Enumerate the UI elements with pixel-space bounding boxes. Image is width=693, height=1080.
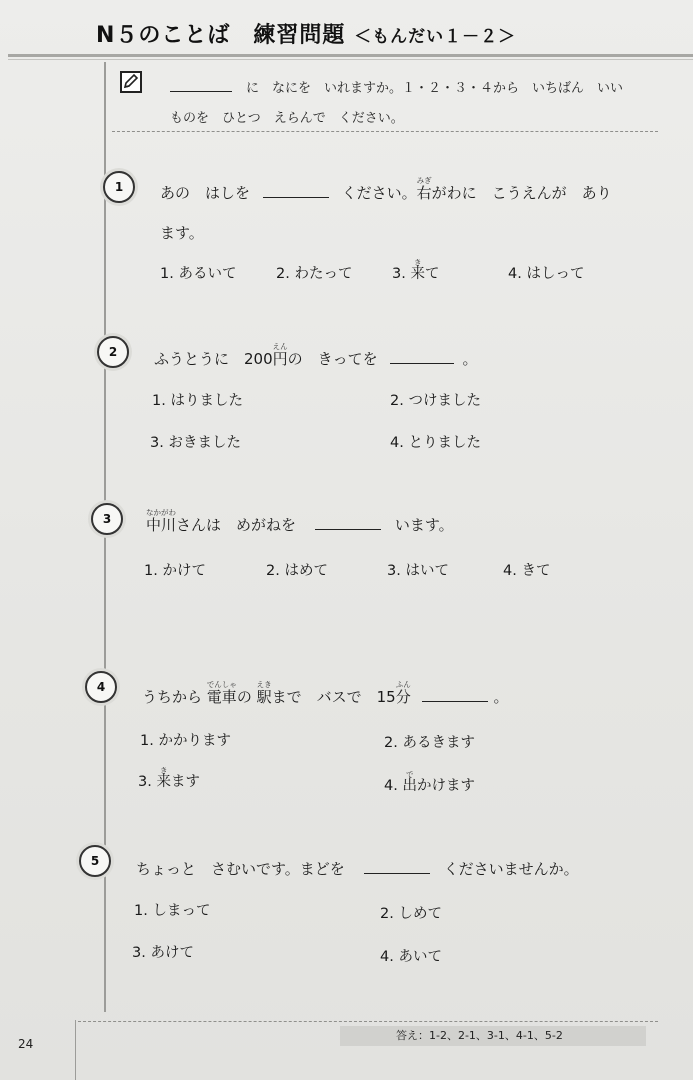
question-number: 4 bbox=[85, 671, 117, 703]
furigana: みぎ bbox=[416, 176, 432, 185]
option-3[interactable]: 3. はいて bbox=[387, 563, 449, 579]
furigana: で bbox=[402, 770, 417, 779]
stem-text: まで バスで 15 bbox=[271, 688, 396, 706]
stem-text: 。 bbox=[493, 688, 509, 706]
furigana-word bbox=[410, 258, 425, 282]
footer-divider bbox=[78, 1021, 658, 1022]
page-number: 24 bbox=[18, 1037, 34, 1051]
option-1[interactable]: 1. しまって bbox=[134, 903, 211, 919]
kanji: 駅 bbox=[256, 688, 272, 706]
answer-blank bbox=[364, 861, 430, 874]
stem-text: くださいませんか。 bbox=[443, 860, 579, 878]
stem-text: の bbox=[236, 688, 252, 706]
title-rule-thin bbox=[8, 59, 693, 60]
divider bbox=[112, 131, 658, 132]
question-number: 5 bbox=[79, 845, 111, 877]
title-rule bbox=[8, 54, 693, 57]
furigana-word bbox=[402, 770, 417, 794]
stem-text: の きってを bbox=[287, 350, 378, 368]
stem-text: ふうとうに 200 bbox=[154, 350, 273, 368]
furigana: えき bbox=[256, 680, 272, 689]
kanji: 右 bbox=[416, 184, 432, 202]
option-4[interactable]: 4. とりました bbox=[390, 435, 481, 451]
question-stem bbox=[146, 508, 454, 535]
kanji: 中川 bbox=[146, 516, 177, 534]
question-number: 1 bbox=[103, 171, 135, 203]
kanji: 出 bbox=[402, 778, 417, 794]
option-4[interactable]: 4. あいて bbox=[380, 949, 442, 965]
option-3[interactable] bbox=[138, 766, 200, 791]
question-number: 3 bbox=[91, 503, 123, 535]
answer-blank bbox=[422, 689, 488, 702]
question-stem bbox=[136, 858, 579, 879]
instruction-line-2: ものを ひとつ えらんで ください。 bbox=[170, 111, 404, 126]
option-2[interactable]: 2. わたって bbox=[276, 266, 353, 282]
answer-blank bbox=[263, 185, 329, 198]
option-4[interactable] bbox=[384, 770, 475, 795]
option-1[interactable]: 1. かかります bbox=[140, 733, 231, 749]
option-4[interactable]: 4. きて bbox=[503, 563, 551, 579]
option-text: て bbox=[424, 266, 440, 282]
question-stem-line-2: ます。 bbox=[160, 224, 204, 242]
option-1[interactable]: 1. かけて bbox=[144, 563, 206, 579]
question-stem bbox=[160, 176, 612, 203]
kanji: 電車 bbox=[206, 688, 237, 706]
option-1[interactable]: 1. はりました bbox=[152, 393, 243, 409]
option-text: かけます bbox=[416, 778, 475, 794]
furigana: き bbox=[410, 258, 425, 267]
stem-text: います。 bbox=[394, 516, 454, 534]
title-bar bbox=[0, 0, 693, 52]
instruction-line-1: に なにを いれますか。１・２・３・４から いちばん いい bbox=[246, 81, 624, 96]
question-stem bbox=[142, 680, 509, 707]
answer-blank bbox=[170, 79, 232, 92]
option-2[interactable]: 2. はめて bbox=[266, 563, 328, 579]
option-1[interactable]: 1. あるいて bbox=[160, 266, 237, 282]
kanji: 来 bbox=[410, 266, 425, 282]
stem-text: さんは めがねを bbox=[176, 516, 297, 534]
option-4[interactable]: 4. はしって bbox=[508, 266, 585, 282]
margin-line-lower bbox=[75, 1020, 76, 1080]
pencil-icon bbox=[120, 71, 142, 93]
furigana-word bbox=[256, 680, 272, 706]
stem-text: 。 bbox=[462, 350, 478, 368]
furigana-word bbox=[416, 176, 432, 202]
furigana: き bbox=[156, 766, 171, 775]
kanji: 来 bbox=[156, 774, 171, 790]
option-2[interactable]: 2. あるきます bbox=[384, 735, 475, 751]
stem-text: うちから bbox=[142, 688, 203, 706]
question-number: 2 bbox=[97, 336, 129, 368]
option-3[interactable] bbox=[392, 258, 439, 283]
option-3[interactable]: 3. おきました bbox=[150, 435, 241, 451]
answer-blank bbox=[390, 351, 454, 364]
option-text: ます bbox=[170, 774, 200, 790]
furigana-word bbox=[272, 342, 288, 368]
furigana: えん bbox=[272, 342, 288, 351]
page-title bbox=[96, 18, 516, 49]
instructions bbox=[170, 74, 660, 134]
option-number: 3. bbox=[138, 774, 157, 790]
title-subtitle: ＜もんだい１－２＞ bbox=[354, 27, 517, 47]
kanji: 分 bbox=[395, 688, 411, 706]
stem-text: がわに こうえんが あり bbox=[431, 184, 612, 202]
option-3[interactable]: 3. あけて bbox=[132, 945, 194, 961]
stem-text: あの はしを bbox=[160, 184, 251, 202]
answer-blank bbox=[315, 517, 381, 530]
stem-text: ください。 bbox=[341, 184, 417, 202]
option-number: 3. bbox=[392, 266, 411, 282]
option-2[interactable]: 2. つけました bbox=[390, 393, 481, 409]
title-text: N５のことば 練習問題 bbox=[96, 23, 346, 48]
furigana-word bbox=[156, 766, 171, 790]
kanji: 円 bbox=[272, 350, 288, 368]
answer-key: 答え：1-2、2-1、3-1、4-1、5-2 bbox=[340, 1026, 646, 1046]
option-number: 4. bbox=[384, 778, 403, 794]
furigana-word bbox=[206, 680, 237, 706]
furigana-word bbox=[395, 680, 411, 706]
question-stem bbox=[154, 342, 477, 369]
furigana: なかがわ bbox=[146, 508, 177, 517]
furigana: ふん bbox=[395, 680, 411, 689]
option-2[interactable]: 2. しめて bbox=[380, 906, 442, 922]
stem-text: ちょっと さむいです。まどを bbox=[136, 860, 345, 878]
furigana: でんしゃ bbox=[206, 680, 237, 689]
furigana-word bbox=[146, 508, 177, 534]
